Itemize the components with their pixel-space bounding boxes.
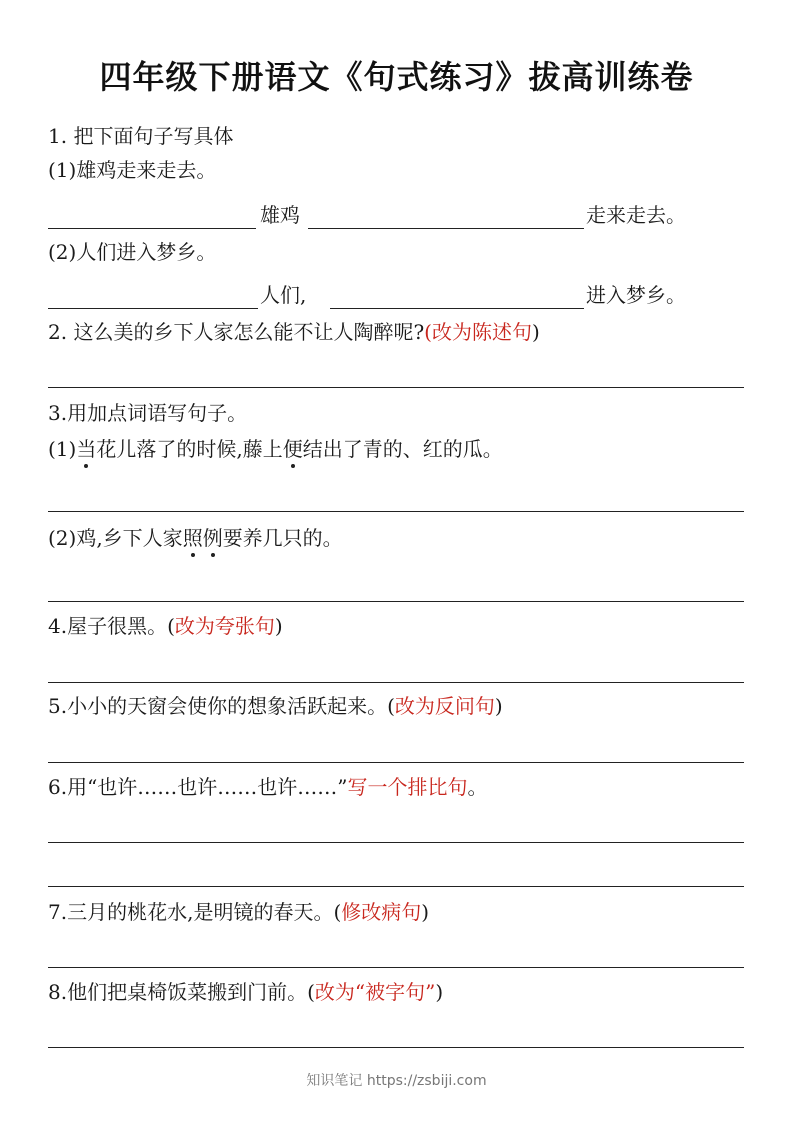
q3-sentence-1 [48, 437, 503, 461]
q6-close: 。 [467, 775, 488, 799]
q7-task: 修改病句 [341, 900, 422, 924]
q6-answer-line-2[interactable] [48, 886, 744, 887]
q1-heading: 1. 把下面句子写具体 [48, 124, 234, 148]
q1-sentence-2: (2)人们进入梦乡。 [48, 240, 217, 264]
q3-1-middle: 花儿落了的时候,藤上 [96, 437, 283, 461]
q1-2-answer-line-b[interactable] [330, 308, 584, 309]
q6-answer-line-1[interactable] [48, 842, 744, 843]
q2-text: 2. 这么美的乡下人家怎么能不让人陶醉呢? [48, 320, 425, 344]
q1-1-answer-line-a[interactable] [48, 228, 256, 229]
q8-close: ) [435, 980, 444, 1004]
q6-task: 写一个排比句 [347, 775, 468, 799]
q3-2-dotted-char-2: 例 [202, 526, 223, 550]
q5-close: ) [494, 694, 503, 718]
q3-1-dotted-word-b: 便 [282, 437, 303, 461]
q1-2-mid-word: 人们, [260, 283, 307, 307]
q4-text: 4.屋子很黑。( [48, 614, 175, 638]
q2-prompt [48, 320, 540, 344]
q7-close: ) [421, 900, 430, 924]
q1-sentence-1: (1)雄鸡走来走去。 [48, 158, 217, 182]
q8-answer-line[interactable] [48, 1047, 744, 1048]
q4-answer-line[interactable] [48, 682, 744, 683]
q5-answer-line[interactable] [48, 762, 744, 763]
q8-task: 改为“被字句” [314, 980, 436, 1004]
page-title: 四年级下册语文《句式练习》拔高训练卷 [99, 58, 694, 96]
q3-1-dotted-word-a: 当 [76, 437, 97, 461]
q8-prompt [48, 980, 443, 1004]
q3-heading: 3.用加点词语写句子。 [48, 401, 248, 425]
q3-2-suffix: 要养几只的。 [222, 526, 343, 550]
q7-answer-line[interactable] [48, 967, 744, 968]
q3-1-answer-line[interactable] [48, 511, 744, 512]
q1-1-answer-line-b[interactable] [308, 228, 584, 229]
q3-2-dotted-char-1: 照 [182, 526, 203, 550]
q5-text: 5.小小的天窗会使你的想象活跃起来。( [48, 694, 395, 718]
q3-2-prefix: (2)鸡,乡下人家 [48, 526, 183, 550]
q2-answer-line[interactable] [48, 387, 744, 388]
q2-task: (改为陈述句 [424, 320, 532, 344]
q1-2-end-phrase: 进入梦乡。 [586, 283, 686, 307]
q1-1-end-phrase: 走来走去。 [586, 203, 686, 227]
q6-text: 6.用“也许……也许……也许……” [48, 775, 348, 799]
q5-task: 改为反问句 [394, 694, 495, 718]
q3-2-answer-line[interactable] [48, 601, 744, 602]
q3-1-suffix: 结出了青的、红的瓜。 [302, 437, 503, 461]
q4-task: 改为夸张句 [174, 614, 275, 638]
q7-prompt [48, 900, 429, 924]
q2-close: ) [531, 320, 540, 344]
q4-prompt [48, 614, 283, 638]
q3-1-prefix: (1) [48, 437, 77, 461]
footer-watermark: 知识笔记 https://zsbiji.com [306, 1073, 487, 1089]
q4-close: ) [274, 614, 283, 638]
q8-text: 8.他们把桌椅饭菜搬到门前。( [48, 980, 315, 1004]
q1-1-mid-word: 雄鸡 [260, 203, 300, 227]
q3-sentence-2 [48, 526, 343, 550]
q5-prompt [48, 694, 503, 718]
q1-2-answer-line-a[interactable] [48, 308, 258, 309]
q6-prompt [48, 775, 488, 799]
q7-text: 7.三月的桃花水,是明镜的春天。( [48, 900, 342, 924]
